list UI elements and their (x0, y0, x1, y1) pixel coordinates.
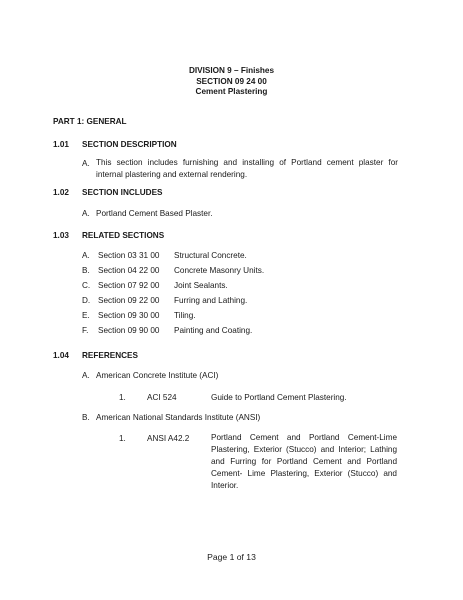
reference-number: 1. (119, 393, 126, 402)
item-letter: A. (82, 209, 90, 218)
item-text: This section includes furnishing and installing of Portland cement plaster for internal plastering and external rendering. (96, 158, 398, 179)
section-number-1-02: 1.02 (53, 188, 69, 197)
list-item-letter: C. (82, 281, 91, 290)
list-item-section: Section 09 90 00 (98, 326, 160, 335)
list-item-letter: F. (82, 326, 89, 335)
document-header (0, 66, 463, 98)
reference-code: ACI 524 (147, 393, 177, 402)
reference-desc: Portland Cement and Portland Cement-Lime Plastering, Exterior (Stucco) and Interior; Lathing and Furring for Portland Cement and Portland Cement- Lime Plastering, Exterior (Stucco) and Interior. (211, 433, 397, 490)
reference-desc: Guide to Portland Cement Plastering. (211, 393, 347, 402)
item-text: Portland Cement Based Plaster. (96, 209, 213, 218)
list-item-section: Section 07 92 00 (98, 281, 160, 290)
section-number-1-03: 1.03 (53, 231, 69, 240)
page-number: Page 1 of 13 (207, 552, 256, 562)
item-letter: A. (82, 159, 90, 168)
part-heading: PART 1: GENERAL (53, 117, 127, 126)
section-number: SECTION 09 24 00 (196, 76, 267, 86)
reference-org-name: American Concrete Institute (ACI) (96, 371, 219, 380)
list-item-section: Section 03 31 00 (98, 251, 160, 260)
section-title: Cement Plastering (195, 87, 268, 96)
section-heading-related: RELATED SECTIONS (82, 231, 165, 240)
list-item-section: Section 09 22 00 (98, 296, 160, 305)
reference-org-letter: A. (82, 371, 90, 380)
reference-number: 1. (119, 434, 126, 443)
division-title: DIVISION 9 – Finishes (188, 66, 275, 75)
list-item-desc: Painting and Coating. (174, 326, 253, 335)
reference-org-name: American National Standards Institute (ANSI) (96, 413, 261, 422)
section-heading-references: REFERENCES (82, 351, 138, 360)
list-item-letter: A. (82, 251, 90, 260)
list-item-letter: B. (82, 266, 90, 275)
list-item-section: Section 09 30 00 (98, 311, 160, 320)
list-item-desc: Concrete Masonry Units. (174, 266, 265, 275)
section-number-1-04: 1.04 (53, 351, 69, 360)
section-heading-description: SECTION DESCRIPTION (82, 140, 177, 149)
list-item-desc: Tiling. (174, 311, 196, 320)
section-number-1-01: 1.01 (53, 140, 69, 149)
list-item-letter: E. (82, 311, 90, 320)
reference-code: ANSI A42.2 (147, 434, 190, 443)
list-item-section: Section 04 22 00 (98, 266, 160, 275)
list-item-desc: Furring and Lathing. (174, 296, 248, 305)
reference-org-letter: B. (82, 413, 90, 422)
section-heading-includes: SECTION INCLUDES (82, 188, 163, 197)
list-item-letter: D. (82, 296, 91, 305)
list-item-desc: Joint Sealants. (174, 281, 228, 290)
list-item-desc: Structural Concrete. (174, 251, 247, 260)
